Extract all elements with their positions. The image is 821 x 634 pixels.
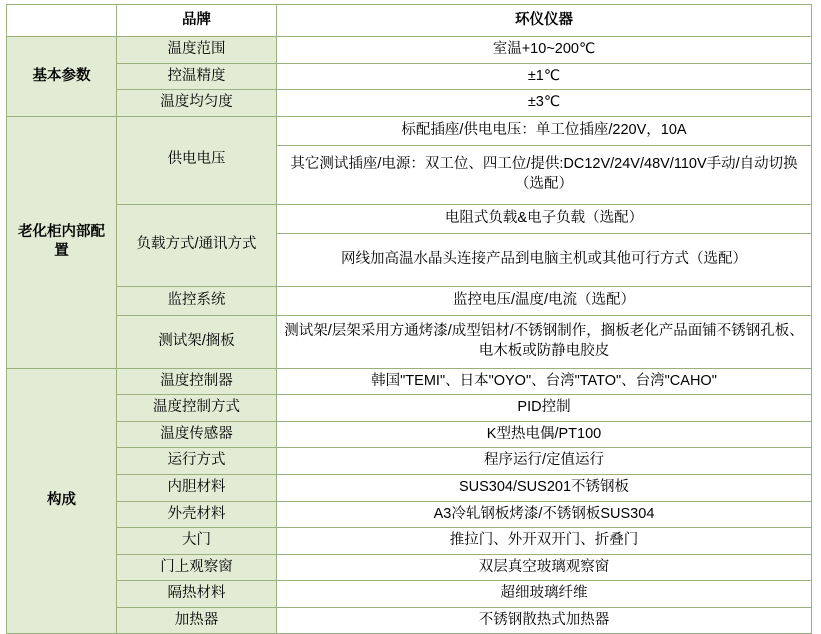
table-row — [7, 501, 812, 528]
table-row — [7, 554, 812, 581]
table-row — [7, 368, 812, 395]
row-value: SUS304/SUS201不锈钢板 — [277, 474, 812, 501]
row-label: 内胆材料 — [117, 474, 277, 501]
table-row — [7, 448, 812, 475]
row-value: 程序运行/定值运行 — [277, 448, 812, 475]
row-value: 其它测试插座/电源：双工位、四工位/提供:DC12V/24V/48V/110V手动/自动切换（选配） — [277, 145, 812, 204]
table-row — [7, 607, 812, 634]
row-value: ±1℃ — [277, 63, 812, 90]
row-value: PID控制 — [277, 395, 812, 422]
table-row — [7, 116, 812, 145]
table-row — [7, 528, 812, 555]
header-empty-cell — [7, 5, 117, 37]
table-row — [7, 315, 812, 368]
table-row — [7, 421, 812, 448]
table-row — [7, 395, 812, 422]
table-row — [7, 204, 812, 233]
row-value: A3冷轧钢板烤漆/不锈钢板SUS304 — [277, 501, 812, 528]
table-row — [7, 581, 812, 608]
row-label: 加热器 — [117, 607, 277, 634]
row-value: 不锈钢散热式加热器 — [277, 607, 812, 634]
section-title-composition: 构成 — [7, 368, 117, 634]
table-row — [7, 90, 812, 117]
row-value: 网线加高温水晶头连接产品到电脑主机或其他可行方式（选配） — [277, 233, 812, 286]
row-label: 门上观察窗 — [117, 554, 277, 581]
header-brand-value: 环仪仪器 — [277, 5, 812, 37]
row-label: 温度传感器 — [117, 421, 277, 448]
row-label: 温度控制器 — [117, 368, 277, 395]
row-value: 推拉门、外开双开门、折叠门 — [277, 528, 812, 555]
row-value: 标配插座/供电电压：单工位插座/220V，10A — [277, 116, 812, 145]
row-value: 双层真空玻璃观察窗 — [277, 554, 812, 581]
row-label: 大门 — [117, 528, 277, 555]
row-label: 温度控制方式 — [117, 395, 277, 422]
table-header-row — [7, 5, 812, 37]
row-value: ±3℃ — [277, 90, 812, 117]
row-value: 韩国"TEMI"、日本"OYO"、台湾"TATO"、台湾"CAHO" — [277, 368, 812, 395]
row-label: 温度范围 — [117, 37, 277, 64]
header-brand-label: 品牌 — [117, 5, 277, 37]
row-label: 供电电压 — [117, 116, 277, 204]
row-label: 负载方式/通讯方式 — [117, 204, 277, 286]
row-label: 控温精度 — [117, 63, 277, 90]
row-value: 测试架/层架采用方通烤漆/成型铝材/不锈钢制作，搁板老化产品面铺不锈钢孔板、电木板或防静电胶皮 — [277, 315, 812, 368]
section-title-cabinet-config: 老化柜内部配置 — [7, 116, 117, 368]
table-row — [7, 286, 812, 315]
row-value: 电阻式负载&电子负载（选配） — [277, 204, 812, 233]
specification-table — [6, 4, 812, 634]
row-label: 运行方式 — [117, 448, 277, 475]
row-value: 超细玻璃纤维 — [277, 581, 812, 608]
row-value: 室温+10~200℃ — [277, 37, 812, 64]
table-row — [7, 37, 812, 64]
row-label: 监控系统 — [117, 286, 277, 315]
row-label: 温度均匀度 — [117, 90, 277, 117]
table-row — [7, 63, 812, 90]
row-label: 外壳材料 — [117, 501, 277, 528]
section-title-basic: 基本参数 — [7, 37, 117, 117]
table-row — [7, 474, 812, 501]
row-value: K型热电偶/PT100 — [277, 421, 812, 448]
row-label: 测试架/搁板 — [117, 315, 277, 368]
row-label: 隔热材料 — [117, 581, 277, 608]
row-value: 监控电压/温度/电流（选配） — [277, 286, 812, 315]
